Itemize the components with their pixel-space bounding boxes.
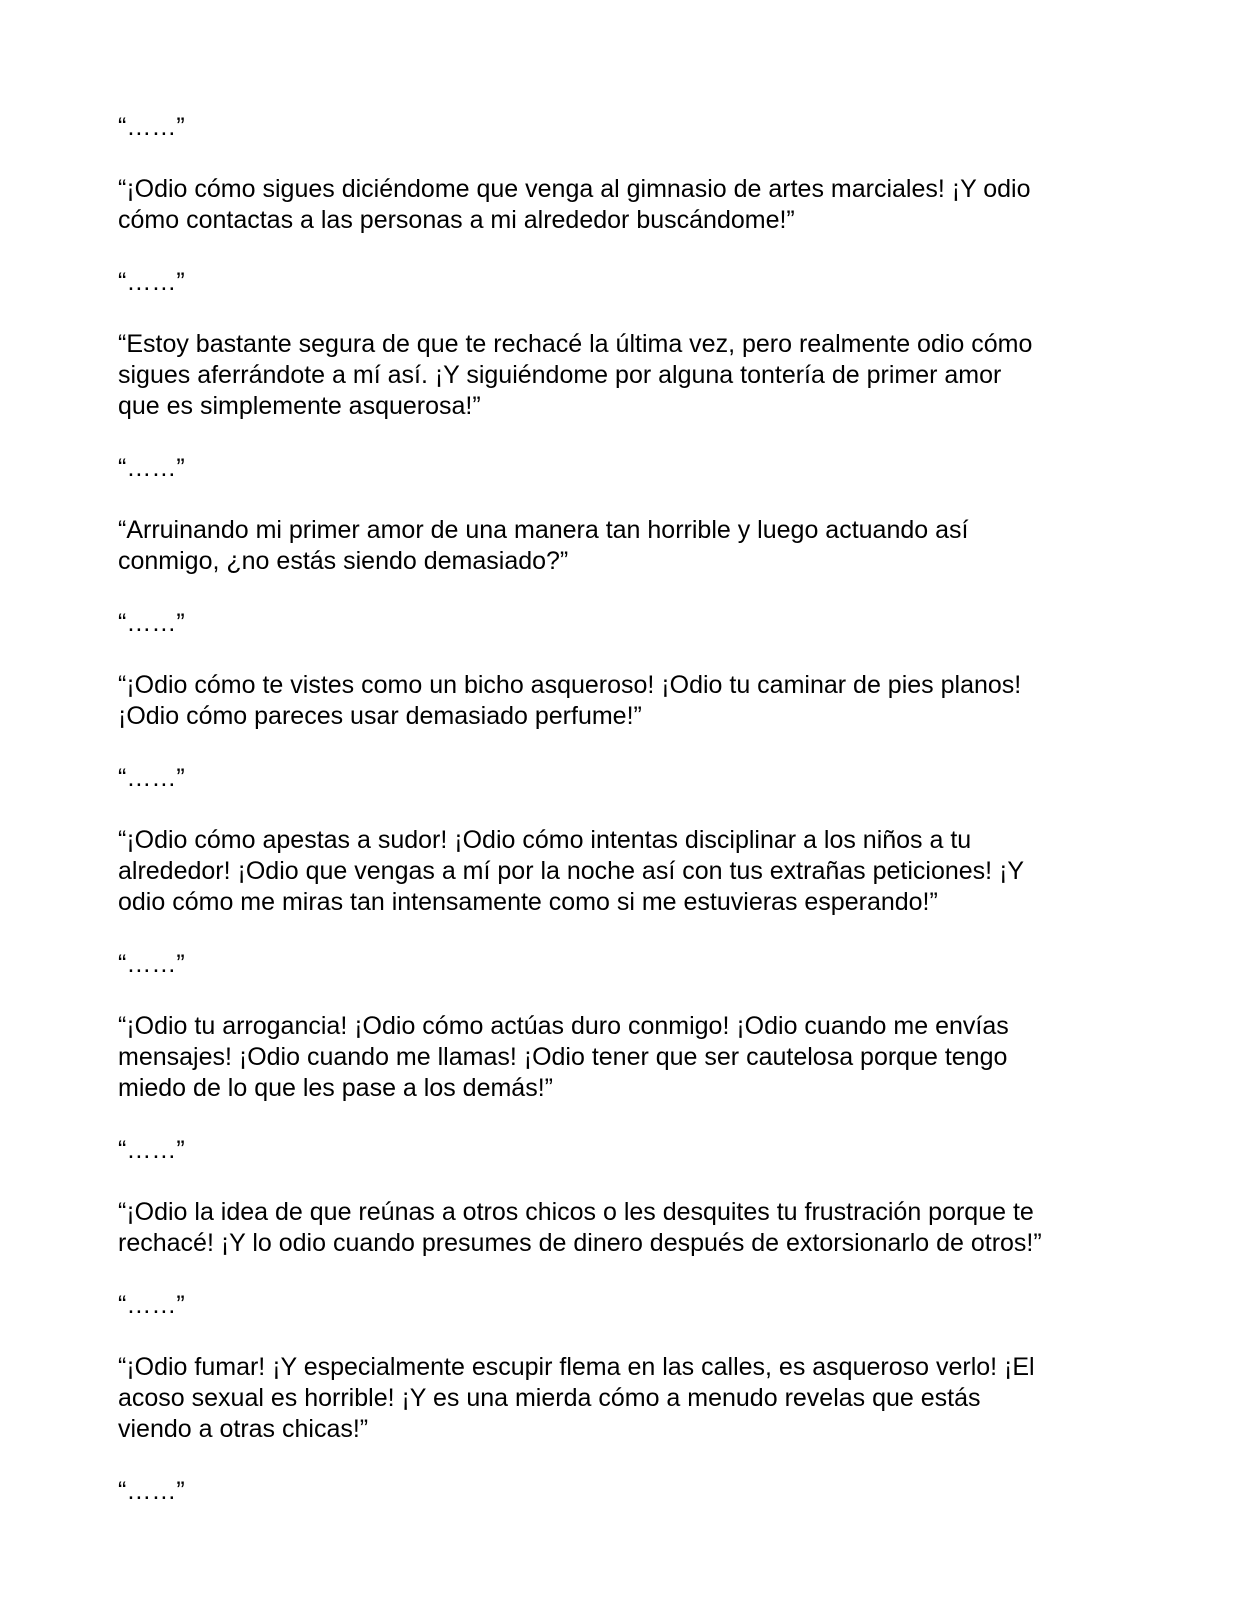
dialog-paragraph: “¡Odio cómo sigues diciéndome que venga al gimnasio de artes marciales! ¡Y odio cómo contactas a las personas a mi alrededor buscándome!” [118, 175, 1031, 234]
ellipsis-line: “……” [118, 113, 185, 141]
ellipsis-line: “……” [118, 1477, 185, 1505]
ellipsis-line: “……” [118, 764, 185, 792]
ellipsis-line: “……” [118, 950, 185, 978]
ellipsis-line: “……” [118, 1291, 185, 1319]
dialog-paragraph: “¡Odio cómo te vistes como un bicho asqueroso! ¡Odio tu caminar de pies planos! ¡Odio cómo pareces usar demasiado perfume!” [118, 671, 1022, 730]
dialog-paragraph: “Arruinando mi primer amor de una manera tan horrible y luego actuando así conmigo, ¿no estás siendo demasiado?” [118, 516, 969, 575]
dialog-paragraph: “Estoy bastante segura de que te rechacé la última vez, pero realmente odio cómo sigues aferrándote a mí así. ¡Y siguiéndome por alguna tontería de primer amor que es simplemente asquerosa!” [118, 330, 1033, 420]
ellipsis-line: “……” [118, 454, 185, 482]
ellipsis-line: “……” [118, 1136, 185, 1164]
document-body [118, 112, 1128, 1538]
dialog-paragraph: “¡Odio la idea de que reúnas a otros chicos o les desquites tu frustración porque te rechacé! ¡Y lo odio cuando presumes de dinero después de extorsionarlo de otros!” [118, 1198, 1042, 1257]
dialog-paragraph: “¡Odio fumar! ¡Y especialmente escupir flema en las calles, es asqueroso verlo! ¡El acoso sexual es horrible! ¡Y es una mierda cómo a menudo revelas que estás viendo a otras chicas!” [118, 1353, 1035, 1443]
ellipsis-line: “……” [118, 268, 185, 296]
ellipsis-line: “……” [118, 609, 185, 637]
dialog-paragraph: “¡Odio cómo apestas a sudor! ¡Odio cómo intentas disciplinar a los niños a tu alrededor! ¡Odio que vengas a mí por la noche así con tus extrañas peticiones! ¡Y odio cómo me miras tan intensamente como si me estuvieras esperando!” [118, 826, 1025, 916]
dialog-paragraph: “¡Odio tu arrogancia! ¡Odio cómo actúas duro conmigo! ¡Odio cuando me envías mensajes! ¡Odio cuando me llamas! ¡Odio tener que ser cautelosa porque tengo miedo de lo que les pase a los demás!” [118, 1012, 1009, 1102]
